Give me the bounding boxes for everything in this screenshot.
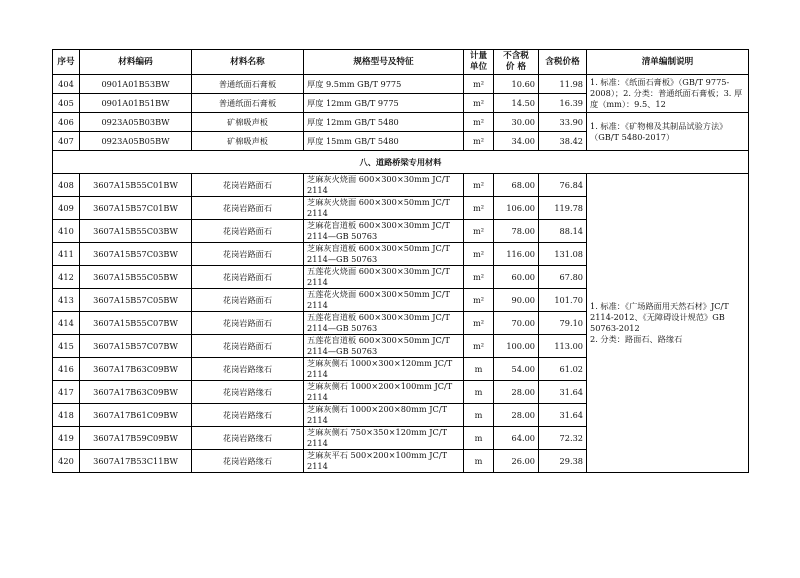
cell-unit: m²	[464, 243, 494, 266]
cell-code: 3607A15B57C05BW	[80, 289, 192, 312]
cell-unit: m²	[464, 266, 494, 289]
cell-price-in: 38.42	[539, 132, 587, 151]
cell-price-in: 31.64	[539, 381, 587, 404]
cell-price-in: 101.70	[539, 289, 587, 312]
price-table	[52, 49, 749, 473]
cell-spec: 芝麻灰火烧面 600×300×50mm JC/T 2114	[304, 197, 464, 220]
cell-spec: 厚度 12mm GB/T 5480	[304, 113, 464, 132]
cell-price-in: 61.02	[539, 358, 587, 381]
cell-price-ex: 26.00	[494, 450, 539, 473]
cell-code: 0923A05B05BW	[80, 132, 192, 151]
cell-unit: m	[464, 427, 494, 450]
header-seq: 序号	[53, 50, 80, 75]
cell-name: 花岗岩路缘石	[192, 450, 304, 473]
cell-code: 3607A15B55C07BW	[80, 312, 192, 335]
cell-price-ex: 64.00	[494, 427, 539, 450]
cell-code: 3607A15B57C01BW	[80, 197, 192, 220]
cell-note-gypsum: 1. 标准：《纸面石膏板》（GB/T 9775-2008）；2. 分类：普通纸面石膏板；3. 厚度（mm）：9.5、12	[587, 75, 749, 113]
cell-unit: m²	[464, 335, 494, 358]
cell-unit: m²	[464, 132, 494, 151]
cell-spec: 五莲花火烧面 600×300×30mm JC/T 2114	[304, 266, 464, 289]
cell-unit: m²	[464, 174, 494, 197]
cell-spec: 五莲花盲道板 600×300×30mm JC/T 2114—GB 50763	[304, 312, 464, 335]
header-price-in: 含税价格	[539, 50, 587, 75]
cell-spec: 五莲花火烧面 600×300×50mm JC/T 2114	[304, 289, 464, 312]
cell-seq: 417	[53, 381, 80, 404]
cell-price-ex: 14.50	[494, 94, 539, 113]
cell-seq: 407	[53, 132, 80, 151]
cell-seq: 410	[53, 220, 80, 243]
cell-price-in: 33.90	[539, 113, 587, 132]
cell-note-mineral: 1. 标准：《矿物棉及其制品试验方法》（GB/T 5480-2017）	[587, 113, 749, 151]
cell-seq: 412	[53, 266, 80, 289]
cell-seq: 415	[53, 335, 80, 358]
cell-seq: 420	[53, 450, 80, 473]
cell-code: 3607A17B59C09BW	[80, 427, 192, 450]
cell-price-in: 72.32	[539, 427, 587, 450]
cell-name: 花岗岩路面石	[192, 174, 304, 197]
cell-spec: 芝麻灰火烧面 600×300×30mm JC/T 2114	[304, 174, 464, 197]
cell-code: 0923A05B03BW	[80, 113, 192, 132]
cell-spec: 芝麻灰侧石 750×350×120mm JC/T 2114	[304, 427, 464, 450]
cell-unit: m²	[464, 312, 494, 335]
cell-code: 3607A15B55C01BW	[80, 174, 192, 197]
cell-name: 花岗岩路缘石	[192, 358, 304, 381]
cell-spec: 芝麻灰侧石 1000×200×100mm JC/T 2114	[304, 381, 464, 404]
section-title: 八、道路桥梁专用材料	[53, 151, 749, 174]
cell-spec: 芝麻灰平石 500×200×100mm JC/T 2114	[304, 450, 464, 473]
cell-name: 普通纸面石膏板	[192, 94, 304, 113]
header-price-ex-line2: 价 格	[505, 62, 527, 72]
cell-seq: 404	[53, 75, 80, 94]
cell-spec: 厚度 15mm GB/T 5480	[304, 132, 464, 151]
cell-price-in: 76.84	[539, 174, 587, 197]
cell-name: 花岗岩路面石	[192, 220, 304, 243]
cell-unit: m	[464, 450, 494, 473]
cell-price-in: 131.08	[539, 243, 587, 266]
cell-seq: 405	[53, 94, 80, 113]
cell-code: 3607A17B63C09BW	[80, 381, 192, 404]
cell-spec: 芝麻灰侧石 1000×300×120mm JC/T 2114	[304, 358, 464, 381]
cell-seq: 419	[53, 427, 80, 450]
cell-name: 花岗岩路面石	[192, 266, 304, 289]
cell-seq: 414	[53, 312, 80, 335]
cell-price-ex: 78.00	[494, 220, 539, 243]
cell-unit: m	[464, 381, 494, 404]
cell-spec: 厚度 9.5mm GB/T 9775	[304, 75, 464, 94]
cell-name: 普通纸面石膏板	[192, 75, 304, 94]
cell-code: 3607A17B61C09BW	[80, 404, 192, 427]
cell-seq: 418	[53, 404, 80, 427]
cell-spec: 芝麻灰侧石 1000×200×80mm JC/T 2114	[304, 404, 464, 427]
header-price-ex	[494, 50, 539, 75]
cell-unit: m²	[464, 75, 494, 94]
cell-unit: m²	[464, 94, 494, 113]
cell-price-in: 29.38	[539, 450, 587, 473]
cell-price-ex: 34.00	[494, 132, 539, 151]
cell-price-in: 11.98	[539, 75, 587, 94]
cell-seq: 409	[53, 197, 80, 220]
header-price-ex-line1: 不含税	[503, 51, 529, 61]
cell-name: 花岗岩路缘石	[192, 381, 304, 404]
cell-price-ex: 100.00	[494, 335, 539, 358]
cell-seq: 416	[53, 358, 80, 381]
cell-spec: 芝麻花盲道板 600×300×30mm JC/T 2114—GB 50763	[304, 220, 464, 243]
cell-spec: 厚度 12mm GB/T 9775	[304, 94, 464, 113]
cell-price-in: 113.00	[539, 335, 587, 358]
header-row	[53, 50, 749, 75]
cell-name: 花岗岩路面石	[192, 243, 304, 266]
cell-name: 矿棉吸声板	[192, 113, 304, 132]
cell-name: 花岗岩路面石	[192, 335, 304, 358]
cell-seq: 411	[53, 243, 80, 266]
cell-code: 3607A15B57C03BW	[80, 243, 192, 266]
cell-unit: m²	[464, 289, 494, 312]
cell-note-granite: 1. 标准：《广场路面用天然石材》JC/T 2114-2012、《无障碍设计规范》GB 50763-2012 2. 分类：路面石、路缘石	[587, 174, 749, 473]
cell-code: 0901A01B53BW	[80, 75, 192, 94]
cell-unit: m	[464, 404, 494, 427]
cell-unit: m	[464, 358, 494, 381]
cell-price-in: 67.80	[539, 266, 587, 289]
cell-price-ex: 10.60	[494, 75, 539, 94]
header-name: 材料名称	[192, 50, 304, 75]
cell-code: 3607A15B57C07BW	[80, 335, 192, 358]
cell-seq: 408	[53, 174, 80, 197]
cell-name: 矿棉吸声板	[192, 132, 304, 151]
header-code: 材料编码	[80, 50, 192, 75]
cell-unit: m²	[464, 220, 494, 243]
cell-code: 0901A01B51BW	[80, 94, 192, 113]
cell-spec: 芝麻灰盲道板 600×300×50mm JC/T 2114—GB 50763	[304, 243, 464, 266]
cell-code: 3607A15B55C03BW	[80, 220, 192, 243]
header-unit-line1: 计量	[469, 51, 488, 61]
cell-name: 花岗岩路面石	[192, 289, 304, 312]
cell-code: 3607A15B55C05BW	[80, 266, 192, 289]
cell-price-in: 88.14	[539, 220, 587, 243]
cell-price-ex: 28.00	[494, 381, 539, 404]
cell-price-ex: 30.00	[494, 113, 539, 132]
cell-price-in: 119.78	[539, 197, 587, 220]
cell-price-ex: 106.00	[494, 197, 539, 220]
cell-name: 花岗岩路缘石	[192, 427, 304, 450]
cell-unit: m²	[464, 113, 494, 132]
cell-price-in: 16.39	[539, 94, 587, 113]
cell-price-ex: 60.00	[494, 266, 539, 289]
header-note: 清单编制说明	[587, 50, 749, 75]
cell-price-in: 31.64	[539, 404, 587, 427]
cell-price-ex: 68.00	[494, 174, 539, 197]
cell-price-in: 79.10	[539, 312, 587, 335]
section-row	[53, 151, 749, 174]
cell-price-ex: 116.00	[494, 243, 539, 266]
header-unit	[464, 50, 494, 75]
cell-seq: 406	[53, 113, 80, 132]
cell-code: 3607A17B53C11BW	[80, 450, 192, 473]
cell-price-ex: 70.00	[494, 312, 539, 335]
table-row	[53, 75, 749, 94]
cell-price-ex: 90.00	[494, 289, 539, 312]
cell-price-ex: 28.00	[494, 404, 539, 427]
table-row	[53, 113, 749, 132]
cell-unit: m²	[464, 197, 494, 220]
cell-name: 花岗岩路缘石	[192, 404, 304, 427]
header-unit-line2: 单位	[469, 62, 488, 72]
cell-price-ex: 54.00	[494, 358, 539, 381]
cell-seq: 413	[53, 289, 80, 312]
cell-spec: 五莲花盲道板 600×300×50mm JC/T 2114—GB 50763	[304, 335, 464, 358]
table-row	[53, 174, 749, 197]
cell-code: 3607A17B63C09BW	[80, 358, 192, 381]
cell-name: 花岗岩路面石	[192, 197, 304, 220]
cell-name: 花岗岩路面石	[192, 312, 304, 335]
header-spec: 规格型号及特征	[304, 50, 464, 75]
